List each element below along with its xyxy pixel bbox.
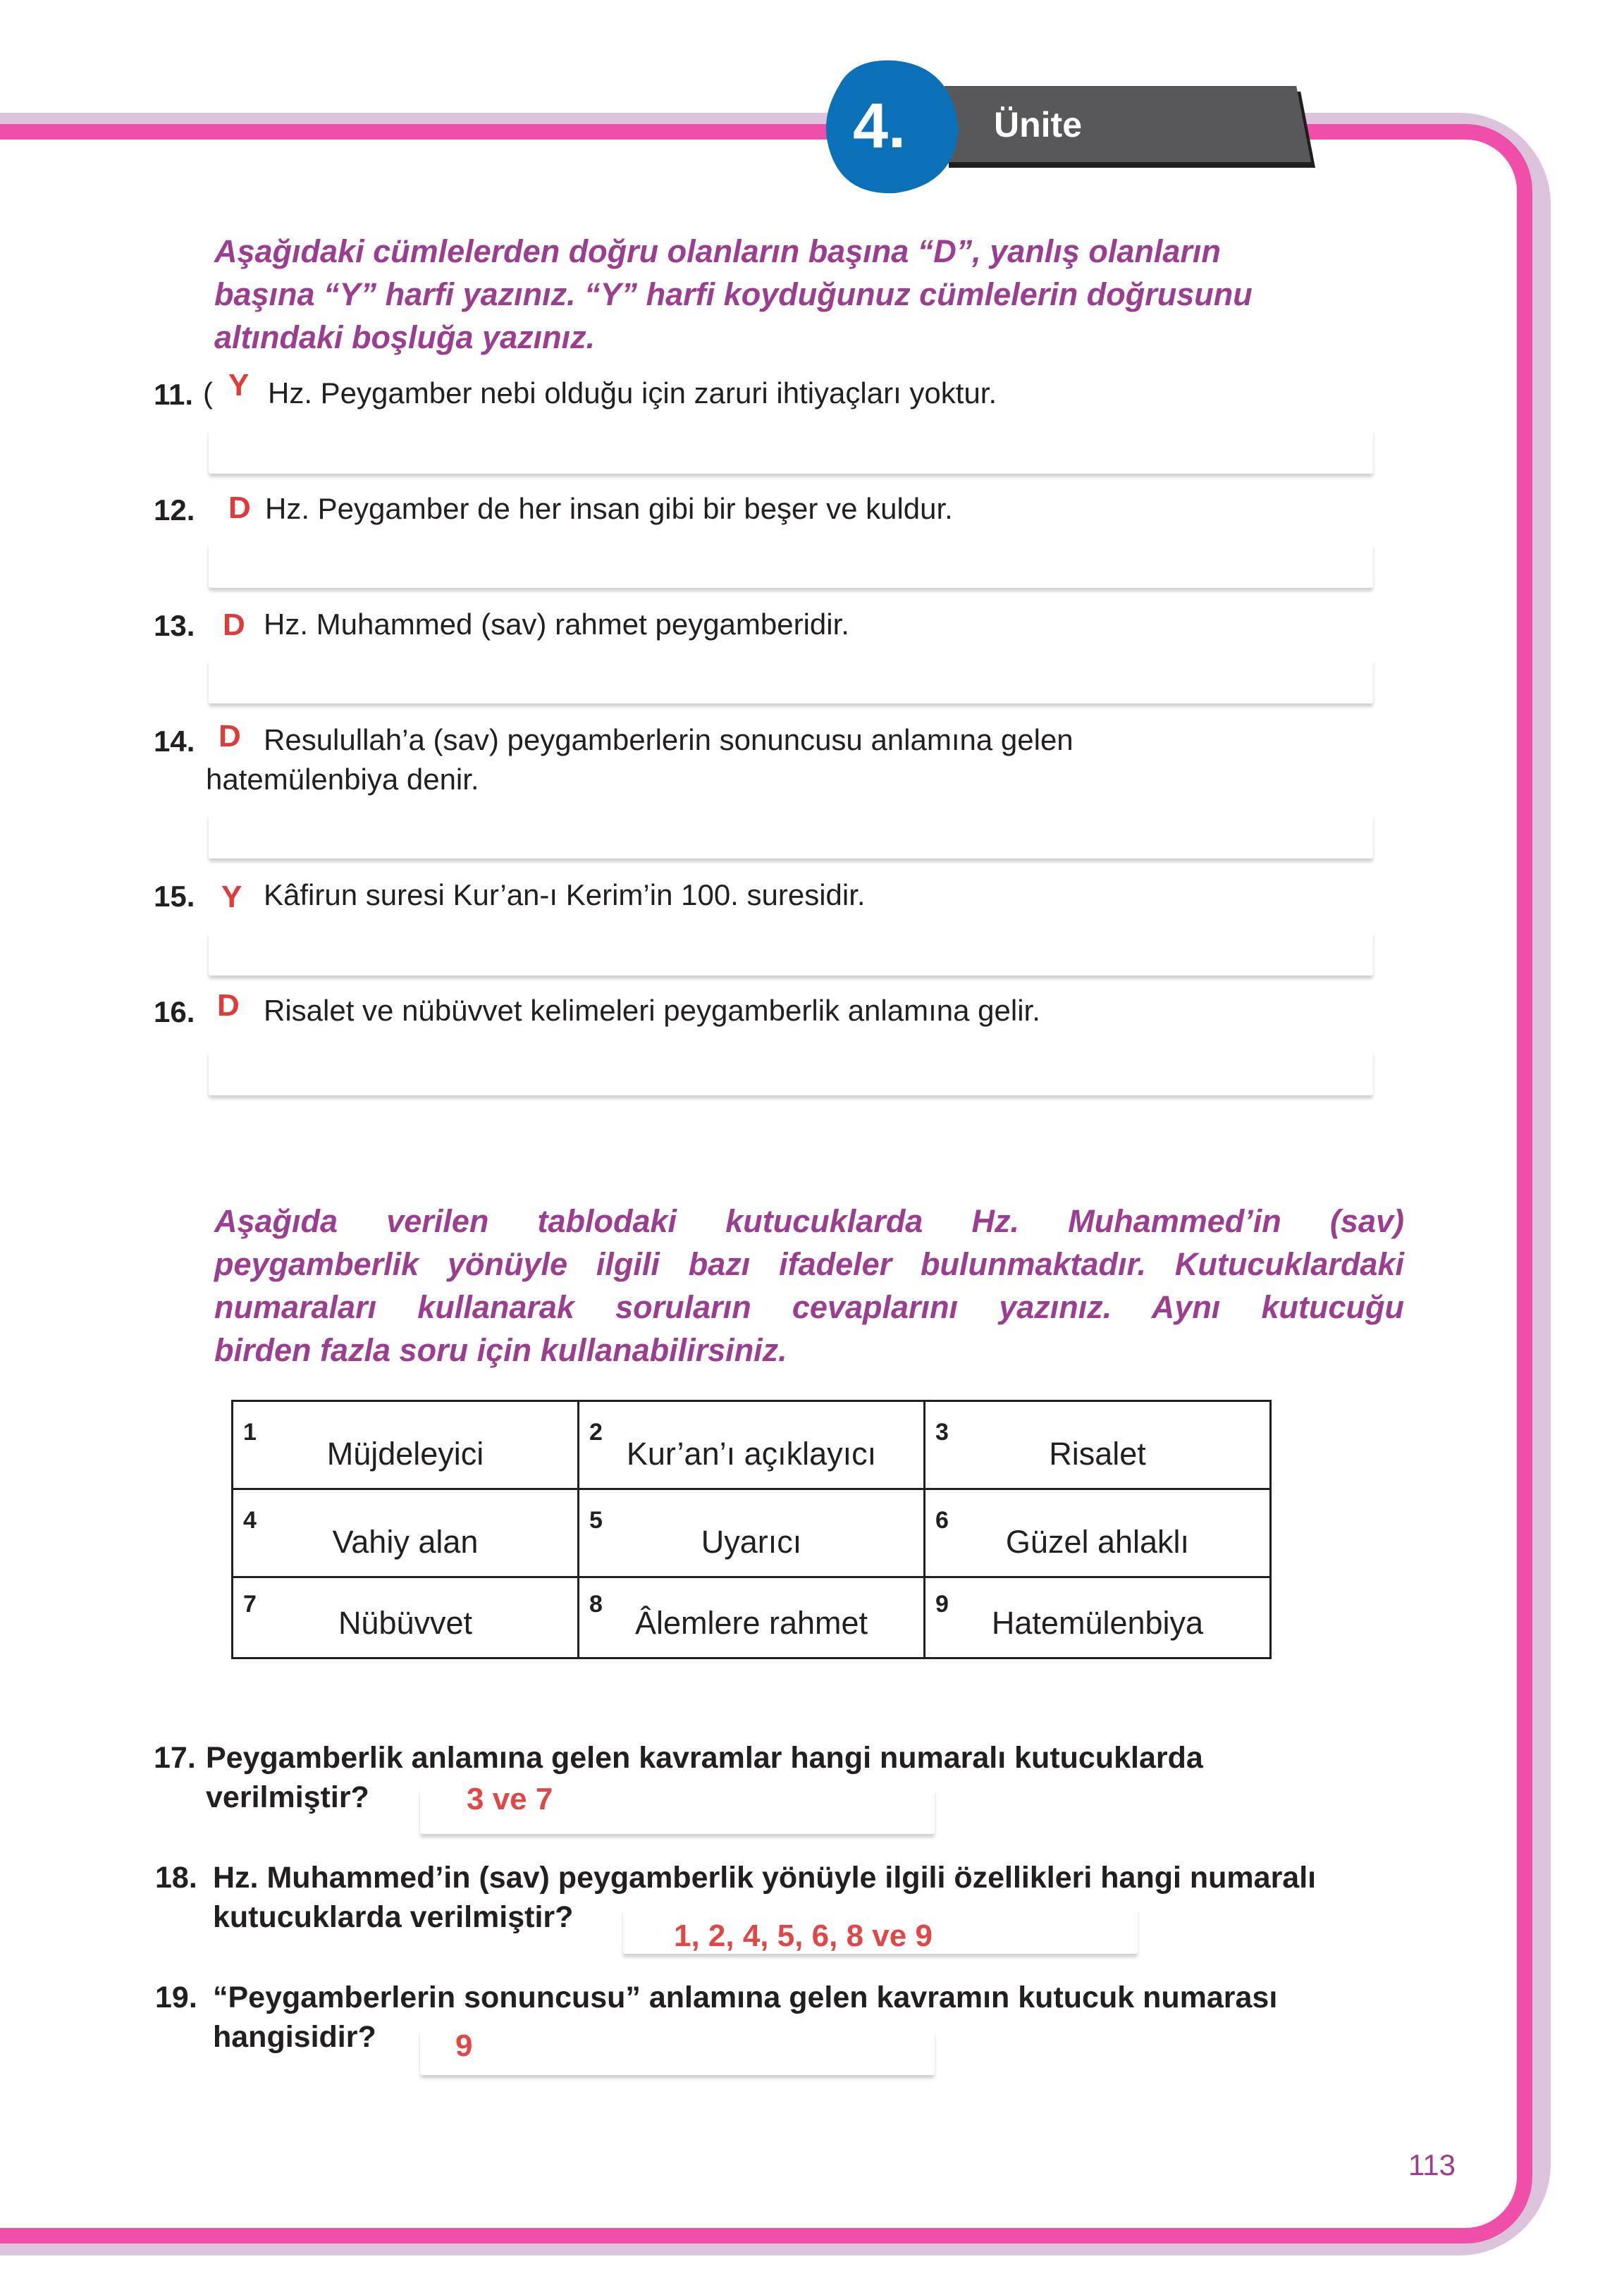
table-cell: 5 Uyarıcı: [579, 1489, 925, 1577]
answer-text: 9: [455, 2029, 473, 2063]
question-text-cont: hangisidir?: [213, 2020, 376, 2054]
table-cell: 8 Âlemlere rahmet: [579, 1577, 925, 1658]
table-cell: 9 Hatemülenbiya: [925, 1577, 1271, 1658]
page-number: 113: [1408, 2148, 1456, 2181]
question-number: 13.: [154, 609, 195, 642]
question-text: Kâfirun suresi Kur’an-ı Kerim’in 100. suresidir.: [264, 878, 866, 911]
answer-line[interactable]: [209, 658, 1373, 703]
question-number: 15.: [154, 880, 195, 913]
answer-line[interactable]: [209, 543, 1373, 588]
question-number: 18.: [155, 1861, 197, 1895]
question-text-cont: kutucuklarda verilmiştir?: [213, 1900, 574, 1934]
question-text: Hz. Peygamber de her insan gibi bir beşer ve kuldur.: [265, 492, 953, 525]
question-text: Hz. Peygamber nebi olduğu için zaruri ihtiyaçları yoktur.: [268, 376, 997, 410]
table-cell: 6 Güzel ahlaklı: [925, 1489, 1271, 1577]
answer-text: 1, 2, 4, 5, 6, 8 ve 9: [674, 1919, 933, 1953]
section1-instruction: Aşağıdaki cümlelerden doğru olanların başına “D”, yanlış olanların başına “Y” harfi yazınız. “Y” harfi koyduğunuz cümlelerin doğrusunu altındaki boşluğa yazınız.: [214, 233, 1253, 355]
answer-line[interactable]: [209, 429, 1373, 474]
question-text: Resulullah’a (sav) peygamberlerin sonuncusu anlamına gelen: [264, 723, 1074, 756]
table-row: [233, 1577, 1271, 1658]
question-number: 14.: [154, 725, 195, 758]
answer-mark[interactable]: D: [213, 988, 244, 1023]
question-text: “Peygamberlerin sonuncusu” anlamına gelen kavramın kutucuk numarası: [213, 1981, 1278, 2014]
question-number: 11.: [154, 378, 194, 411]
unit-label: Ünite: [994, 105, 1082, 144]
question-text-cont: hatemülenbiya denir.: [206, 763, 479, 796]
table-cell: 7 Nübüvvet: [233, 1577, 579, 1658]
answer-line[interactable]: [209, 813, 1373, 858]
answer-line[interactable]: [209, 930, 1373, 975]
answer-text: 3 ve 7: [467, 1782, 553, 1816]
question-number: 12.: [154, 493, 195, 527]
question-number: 17.: [154, 1741, 196, 1775]
question-number: 16.: [154, 995, 195, 1028]
section2-instruction: Aşağıda verilen tablodaki kutucuklarda Hz. Muhammed’in (sav) peygamberlik yönüyle ilgili bazı ifadeler bulunmaktadır. Kutucuklardaki numaraları kullanarak soruların cevaplarını yazınız. Aynı kutucuğu birden fazla soru için kullanabilirsiniz.: [214, 1203, 1404, 1368]
answer-mark[interactable]: D: [214, 719, 245, 754]
answer-line[interactable]: [209, 1050, 1373, 1095]
table-cell: 1 Müjdeleyici: [233, 1401, 579, 1489]
question-text: Hz. Muhammed (sav) rahmet peygamberidir.: [264, 608, 849, 641]
table-row: [233, 1401, 1271, 1489]
answer-box[interactable]: [420, 2030, 935, 2075]
answer-mark[interactable]: D: [224, 491, 255, 526]
answer-mark[interactable]: Y: [224, 368, 253, 403]
table-row: [233, 1489, 1271, 1577]
table-cell: 3 Risalet: [925, 1401, 1271, 1489]
question-text-cont: verilmiştir?: [206, 1780, 369, 1814]
answer-mark[interactable]: Y: [217, 880, 246, 915]
concept-table: [231, 1400, 1272, 1659]
question-text: Hz. Muhammed’in (sav) peygamberlik yönüyle ilgili özellikleri hangi numaralı: [213, 1861, 1317, 1895]
table-cell: 4 Vahiy alan: [233, 1489, 579, 1577]
question-text: Peygamberlik anlamına gelen kavramlar hangi numaralı kutucuklarda: [206, 1741, 1203, 1775]
table-cell: 2 Kur’an’ı açıklayıcı: [579, 1401, 925, 1489]
question-text: Risalet ve nübüvvet kelimeleri peygamberlik anlamına gelir.: [264, 994, 1040, 1027]
unit-number: 4.: [853, 91, 906, 161]
paren-left: (: [203, 376, 213, 410]
answer-mark[interactable]: D: [219, 608, 250, 643]
question-number: 19.: [155, 1981, 197, 2014]
